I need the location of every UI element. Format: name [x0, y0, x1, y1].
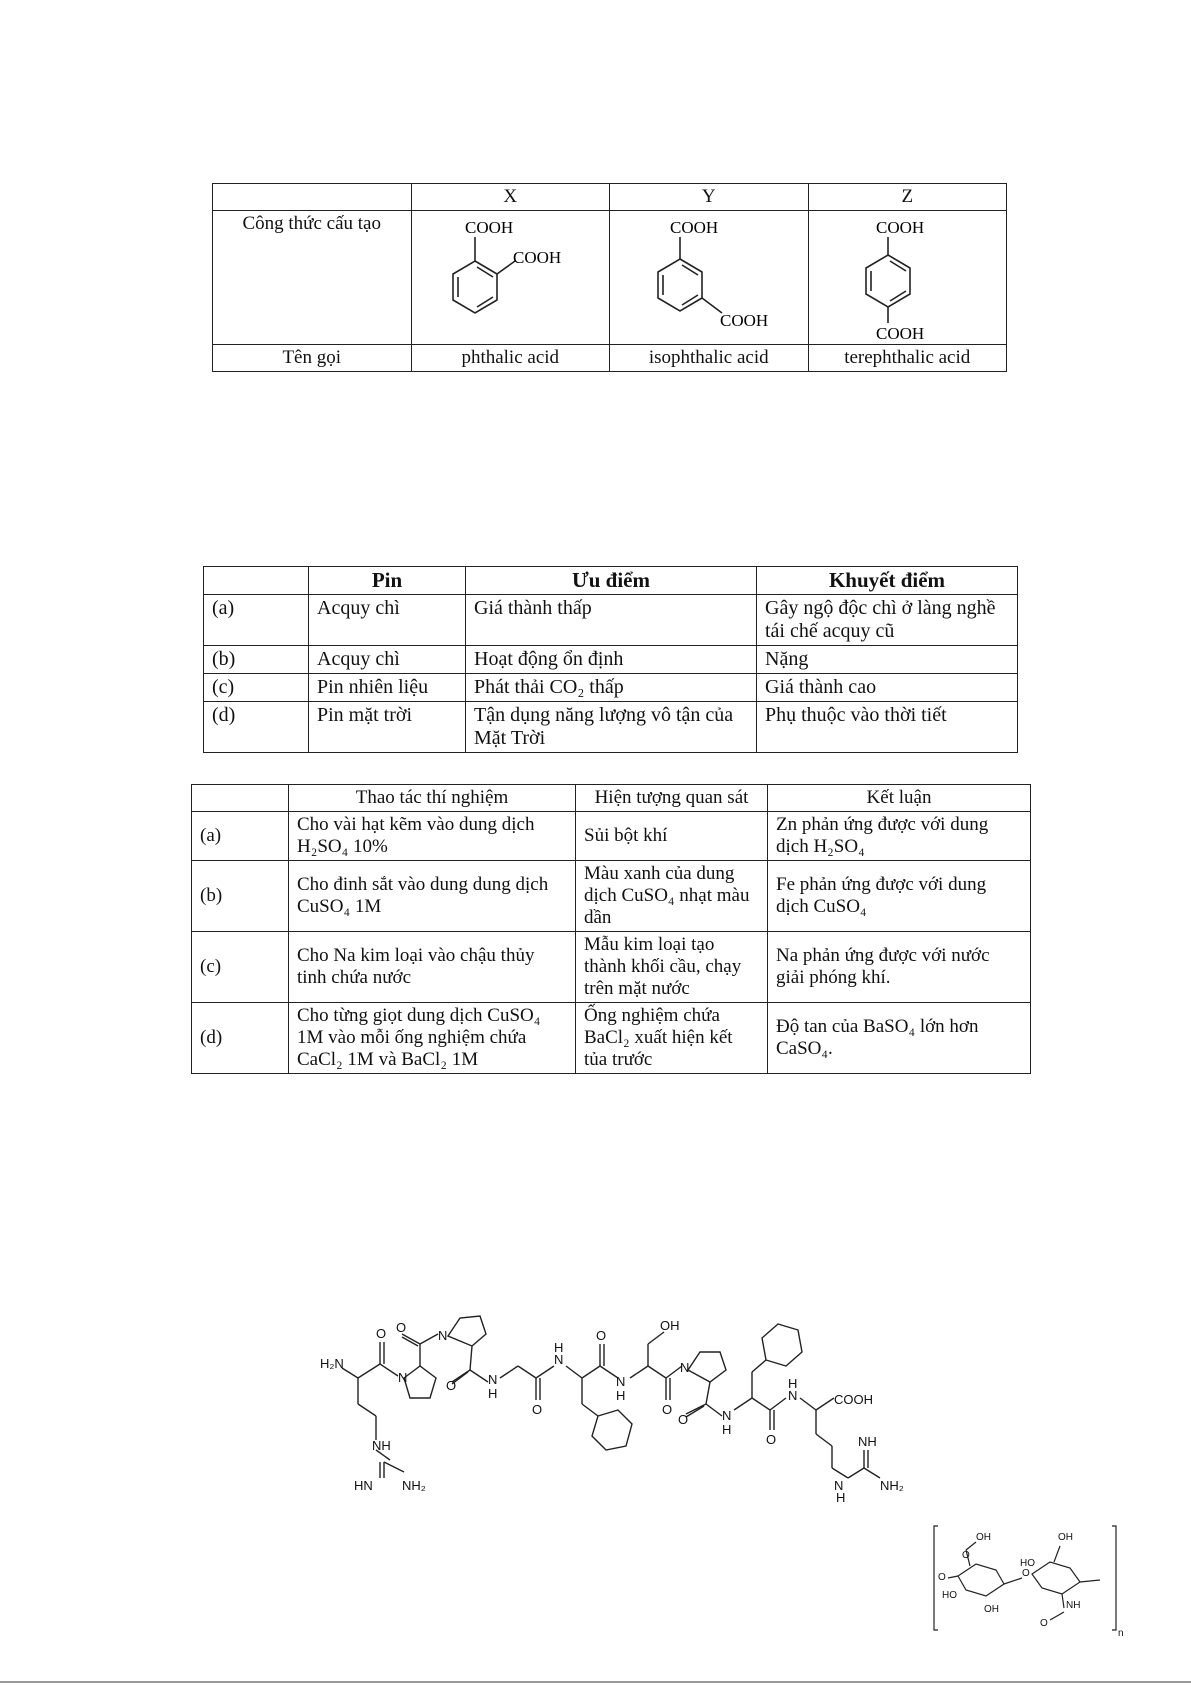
- amide-h-label: H: [488, 1386, 498, 1401]
- table-row: [204, 595, 1018, 646]
- terephthalic-structure: [808, 211, 1007, 345]
- acids-table: [212, 183, 1007, 372]
- experiment-observation: Mẫu kim loại tạo thành khối cầu, chạy trên mặt nước: [576, 932, 768, 1003]
- amine-label: H₂N: [320, 1356, 344, 1371]
- row-id: (b): [204, 646, 309, 674]
- battery-header-pro: Ưu điểm: [466, 567, 757, 595]
- row-id: (a): [204, 595, 309, 646]
- peptide-structure: [320, 1300, 920, 1510]
- experiment-observation: Sủi bột khí: [576, 812, 768, 861]
- amide-n-label: N: [788, 1388, 798, 1403]
- experiment-conclusion: Độ tan của BaSO₄ lớn hơn CaSO₄.: [768, 1003, 1031, 1074]
- row-id: (d): [192, 1003, 289, 1074]
- experiment-conclusion: Zn phản ứng được với dung dịch H₂SO₄: [768, 812, 1031, 861]
- guanidine-h-label: H: [836, 1490, 846, 1505]
- hyaluronan-o-label: O: [962, 1550, 970, 1561]
- row-id: (c): [192, 932, 289, 1003]
- experiment-header-observation: Hiện tượng quan sát: [576, 785, 768, 812]
- row-id: (a): [192, 812, 289, 861]
- experiment-observation: Ống nghiệm chứa BaCl₂ xuất hiện kết tủa trước: [576, 1003, 768, 1074]
- phthalic-structure: [411, 211, 610, 345]
- acid-name-z: terephthalic acid: [808, 345, 1007, 372]
- acid-name-y: isophthalic acid: [610, 345, 809, 372]
- amide-h-label: H: [616, 1388, 626, 1403]
- proline-n-label: N: [398, 1370, 408, 1385]
- cooh-label: COOH: [513, 248, 562, 267]
- amide-h-label: H: [788, 1376, 798, 1391]
- table-row: [192, 861, 1031, 932]
- battery-advantage: Giá thành thấp: [466, 595, 757, 646]
- carbonyl-o-label: O: [396, 1320, 407, 1335]
- hyaluronan-ho-label: HO: [942, 1590, 957, 1601]
- table-row: [192, 1003, 1031, 1074]
- guanidine-nh-label: NH: [372, 1438, 391, 1453]
- hyaluronan-oh-label: OH: [1058, 1532, 1073, 1543]
- experiment-action: Cho từng giọt dung dịch CuSO₄ 1M vào mỗi ống nghiệm chứa CaCl₂ 1M và BaCl₂ 1M: [289, 1003, 576, 1074]
- amide-n-label: N: [722, 1408, 732, 1423]
- table-row: [192, 932, 1031, 1003]
- acids-header-row: [213, 184, 1007, 211]
- experiment-conclusion: Na phản ứng được với nước giải phóng khí.: [768, 932, 1031, 1003]
- cooh-label: COOH: [876, 218, 925, 237]
- battery-type: Pin nhiên liệu: [309, 674, 466, 702]
- acids-header-empty: [213, 184, 412, 211]
- battery-disadvantage: Phụ thuộc vào thời tiết: [757, 702, 1018, 753]
- hyaluronan-oh-label: OH: [976, 1532, 991, 1543]
- cooh-label: COOH: [465, 218, 514, 237]
- phthalic-acid-structure: [425, 213, 595, 341]
- amide-n-label: N: [554, 1352, 564, 1367]
- table-row: [204, 702, 1018, 753]
- battery-header-pin: Pin: [309, 567, 466, 595]
- experiment-action: Cho Na kim loại vào chậu thủy tinh chứa nước: [289, 932, 576, 1003]
- acids-name-row: [213, 345, 1007, 372]
- name-label: Tên gọi: [213, 345, 412, 372]
- amide-n-label: N: [616, 1374, 626, 1389]
- cooh-label: COOH: [719, 311, 768, 330]
- battery-header-empty: [204, 567, 309, 595]
- experiment-action: Cho vài hạt kẽm vào dung dịch H₂SO₄ 10%: [289, 812, 576, 861]
- hyaluronan-o-label: O: [1040, 1618, 1048, 1629]
- battery-advantage: Hoạt động ổn định: [466, 646, 757, 674]
- proline-n-label: N: [438, 1328, 448, 1343]
- repeat-n-label: n: [1118, 1628, 1124, 1639]
- battery-table: [203, 566, 1018, 753]
- experiment-header-conclusion: Kết luận: [768, 785, 1031, 812]
- acids-structure-row: [213, 211, 1007, 345]
- carbonyl-o-label: O: [766, 1432, 777, 1447]
- structure-label: Công thức cấu tạo: [213, 211, 412, 345]
- amide-h-label: H: [722, 1422, 732, 1437]
- battery-advantage: Phát thải CO₂ thấp: [466, 674, 757, 702]
- carbonyl-o-label: O: [532, 1402, 543, 1417]
- experiment-conclusion: Fe phản ứng được với dung dịch CuSO₄: [768, 861, 1031, 932]
- isophthalic-structure: [610, 211, 809, 345]
- experiment-table: [191, 784, 1031, 1074]
- page-bottom-rule: [0, 1681, 1191, 1683]
- battery-header-row: [204, 567, 1018, 595]
- experiment-header-action: Thao tác thí nghiệm: [289, 785, 576, 812]
- row-id: (b): [192, 861, 289, 932]
- battery-type: Pin mặt trời: [309, 702, 466, 753]
- table-row: [192, 812, 1031, 861]
- guanidine-nh2-label: NH₂: [402, 1478, 426, 1493]
- guanidine-n-label: N: [834, 1478, 844, 1493]
- acids-header-z: Z: [808, 184, 1007, 211]
- guanidine-nh2-label: NH₂: [880, 1478, 904, 1493]
- guanidine-hn-label: HN: [354, 1478, 373, 1493]
- carbonyl-o-label: O: [596, 1328, 607, 1343]
- battery-type: Acquy chì: [309, 646, 466, 674]
- acids-header-y: Y: [610, 184, 809, 211]
- cooh-label: COOH: [669, 218, 718, 237]
- guanidine-nh-label: NH: [858, 1434, 877, 1449]
- table-row: [204, 646, 1018, 674]
- experiment-header-row: [192, 785, 1031, 812]
- experiment-observation: Màu xanh của dung dịch CuSO₄ nhạt màu dần: [576, 861, 768, 932]
- hyaluronan-structure: [924, 1520, 1134, 1640]
- row-id: (c): [204, 674, 309, 702]
- row-id: (d): [204, 702, 309, 753]
- battery-disadvantage: Nặng: [757, 646, 1018, 674]
- terephthalic-acid-structure: [822, 213, 992, 341]
- table-row: [204, 674, 1018, 702]
- isophthalic-acid-structure: [624, 213, 794, 341]
- carbonyl-o-label: O: [446, 1378, 457, 1393]
- acids-header-x: X: [411, 184, 610, 211]
- cooh-label: COOH: [876, 324, 925, 341]
- hydroxyl-label: OH: [660, 1318, 680, 1333]
- hyaluronan-o-label: O: [938, 1572, 946, 1583]
- battery-advantage: Tận dụng năng lượng vô tận của Mặt Trời: [466, 702, 757, 753]
- experiment-action: Cho đinh sắt vào dung dung dịch CuSO₄ 1M: [289, 861, 576, 932]
- carbonyl-o-label: O: [662, 1402, 673, 1417]
- acid-name-x: phthalic acid: [411, 345, 610, 372]
- hyaluronan-ho-label: HO: [1020, 1558, 1035, 1569]
- battery-type: Acquy chì: [309, 595, 466, 646]
- carbonyl-o-label: O: [678, 1412, 689, 1427]
- hyaluronan-nh-label: NH: [1066, 1600, 1081, 1611]
- carboxyl-label: COOH: [834, 1392, 873, 1407]
- battery-disadvantage: Gây ngộ độc chì ở làng nghề tái chế acquy cũ: [757, 595, 1018, 646]
- hyaluronan-o-label: O: [1022, 1568, 1030, 1579]
- battery-disadvantage: Giá thành cao: [757, 674, 1018, 702]
- proline-n-label: N: [680, 1360, 690, 1375]
- carbonyl-o-label: O: [376, 1326, 387, 1341]
- hyaluronan-oh-label: OH: [984, 1604, 999, 1615]
- amide-n-label: N: [488, 1372, 498, 1387]
- battery-header-con: Khuyết điểm: [757, 567, 1018, 595]
- experiment-header-empty: [192, 785, 289, 812]
- amide-h-label: H: [554, 1340, 564, 1355]
